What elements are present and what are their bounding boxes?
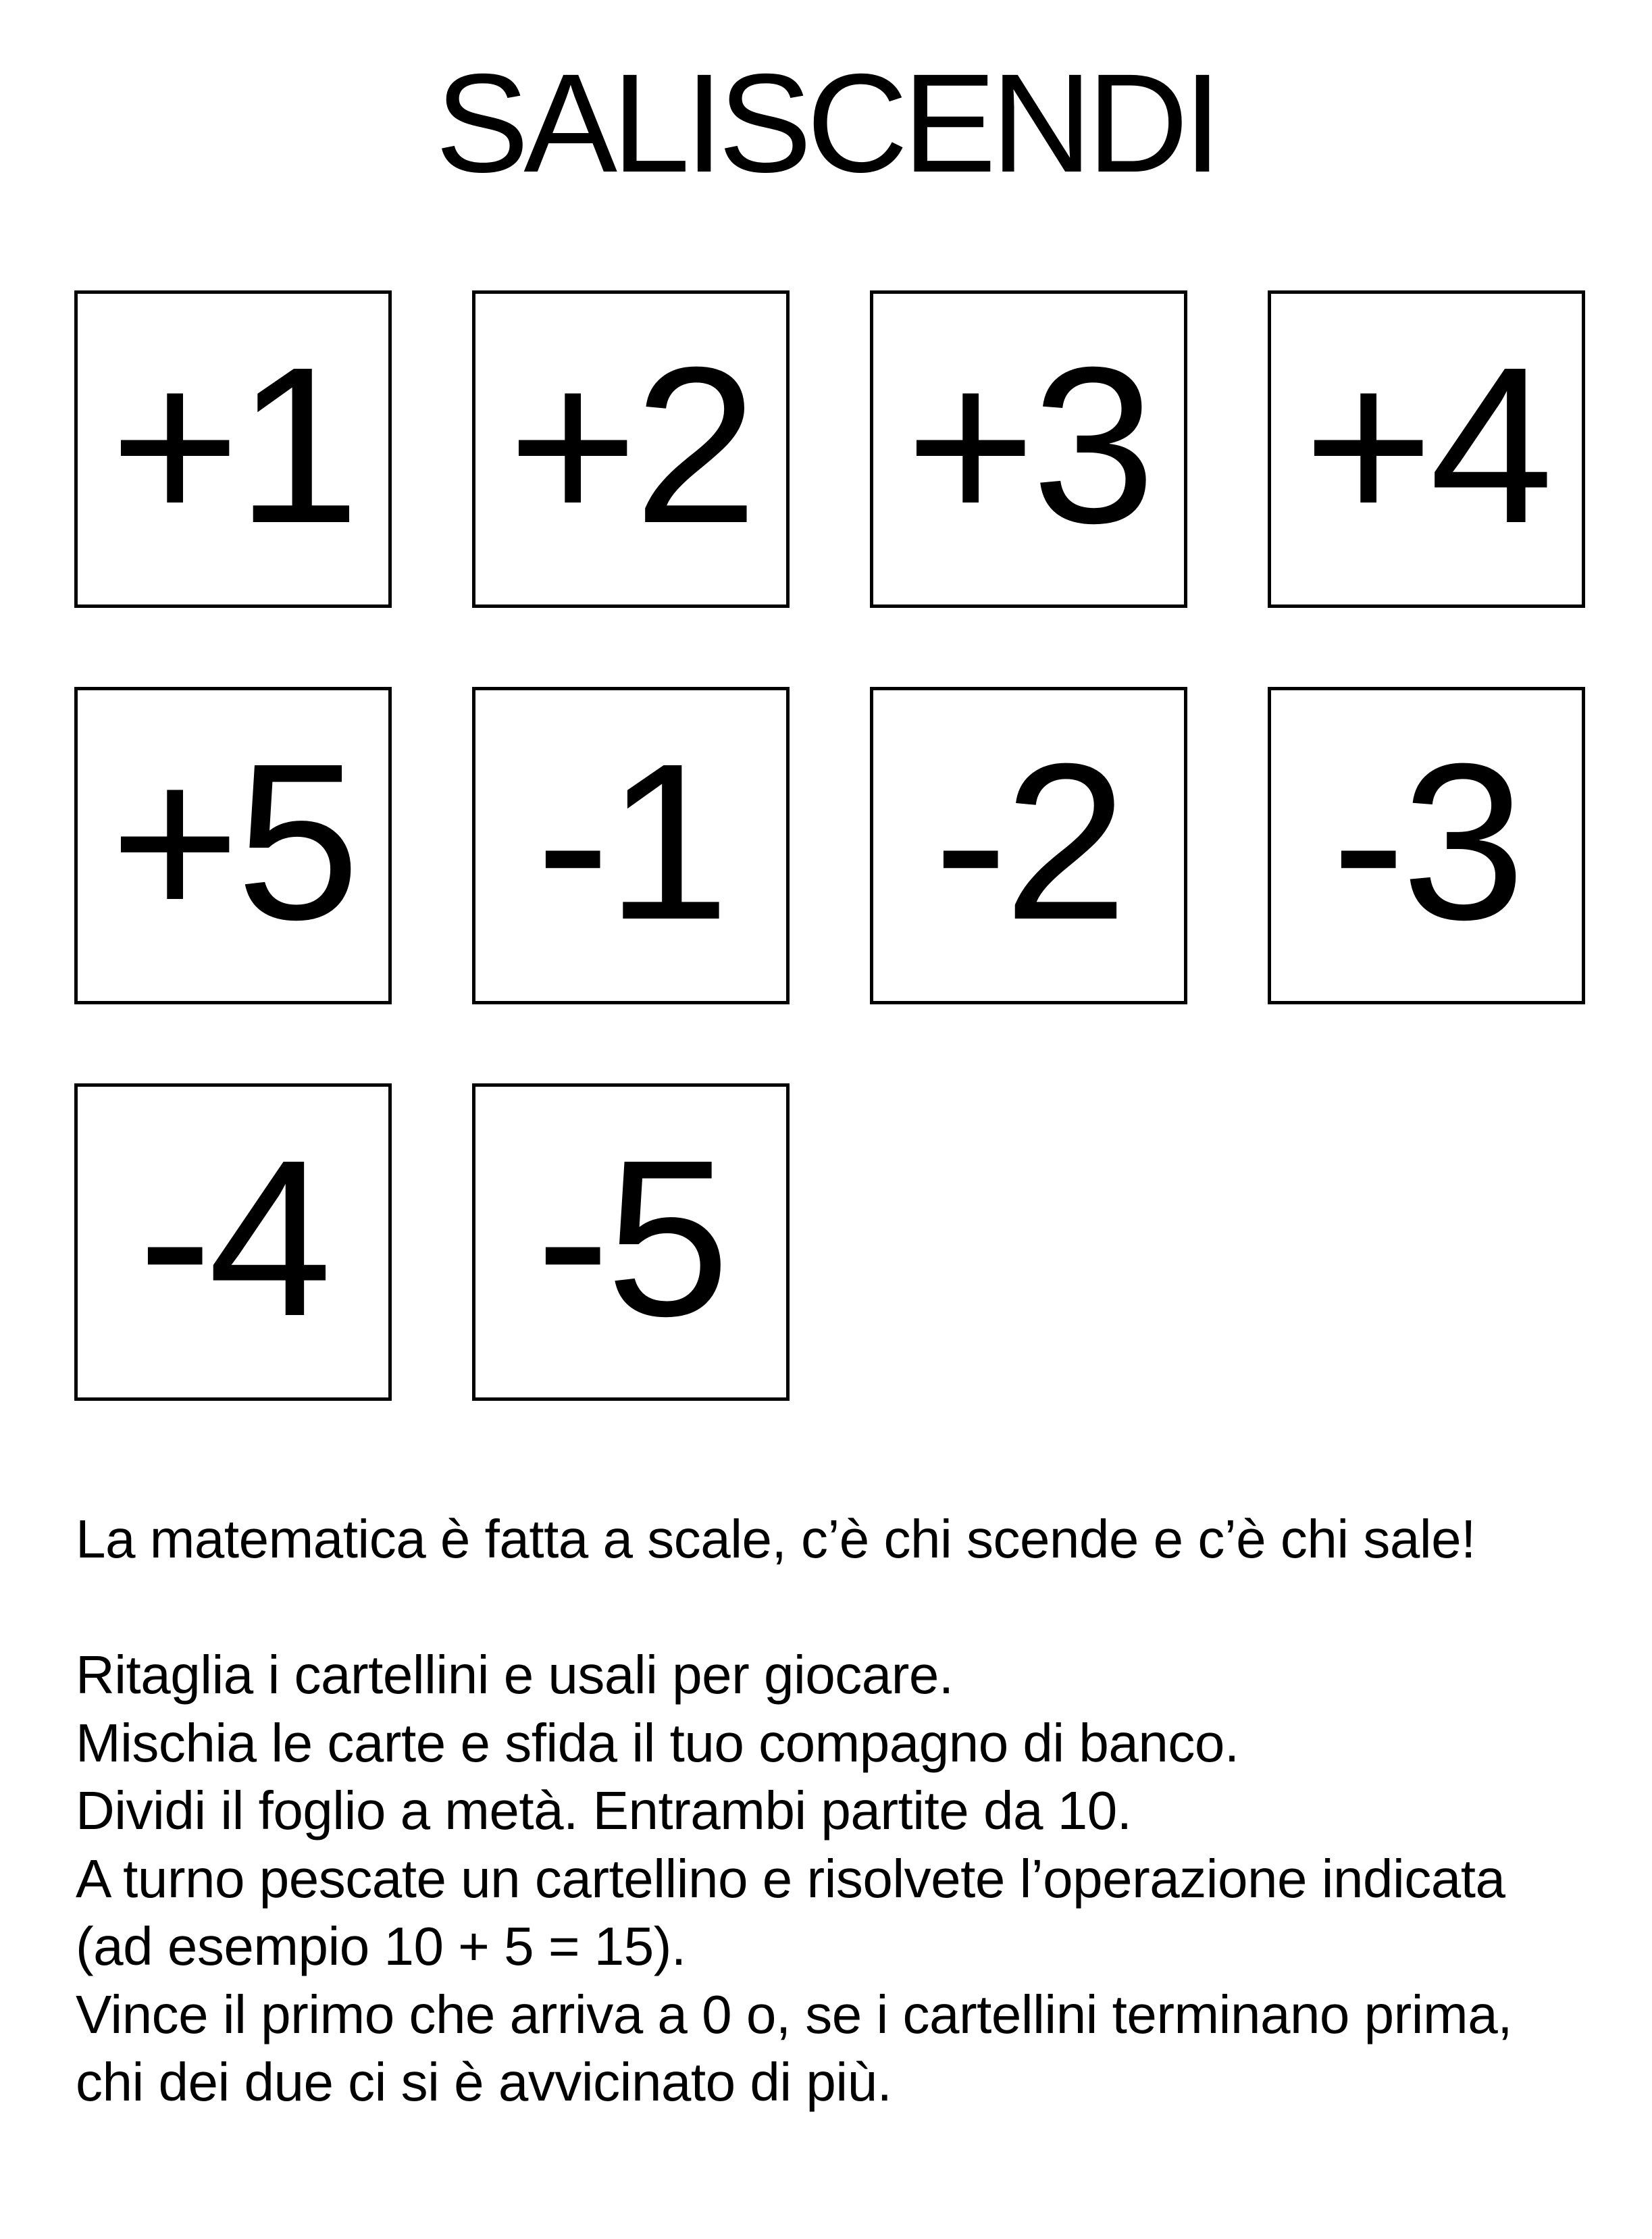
- card-operation-label: +4: [1303, 320, 1550, 569]
- card-operation-label: +2: [507, 320, 754, 569]
- operation-card: [1268, 290, 1585, 608]
- operation-card: [870, 290, 1187, 608]
- operation-card: [472, 687, 790, 1004]
- instructions-intro-line: La matematica è fatta a scale, c’è chi scende e c’è chi sale!: [76, 1509, 1476, 1569]
- instructions-line: A turno pescate un cartellino e risolvete l’operazione indicata: [76, 1848, 1505, 1909]
- operation-card: [472, 290, 790, 608]
- operation-card: [74, 687, 392, 1004]
- card-operation-label: +3: [905, 320, 1152, 569]
- operation-card: [74, 290, 392, 608]
- instructions-line: Mischia le carte e sfida il tuo compagno di banco.: [76, 1712, 1239, 1773]
- instructions-block: [76, 1505, 1512, 2117]
- instructions-lines: [76, 1641, 1512, 2117]
- operation-card: [1268, 687, 1585, 1004]
- card-operation-label: -3: [1331, 717, 1522, 966]
- card-operation-label: +5: [109, 717, 357, 966]
- operation-card: [74, 1083, 392, 1401]
- instructions-line: (ad esempio 10 + 5 = 15).: [76, 1916, 686, 1976]
- card-operation-label: -1: [536, 717, 726, 966]
- cards-grid: [74, 290, 1585, 1401]
- card-operation-label: +1: [109, 320, 357, 569]
- instructions-line: chi dei due ci si è avvicinato di più.: [76, 2052, 892, 2112]
- card-operation-label: -4: [138, 1113, 328, 1362]
- instructions-line: Ritaglia i cartellini e usali per giocare.: [76, 1645, 954, 1705]
- card-operation-label: -2: [933, 717, 1124, 966]
- operation-card: [472, 1083, 790, 1401]
- card-operation-label: -5: [536, 1113, 726, 1362]
- instructions-line: Vince il primo che arriva a 0 o, se i cartellini terminano prima,: [76, 1984, 1512, 2044]
- operation-card: [870, 687, 1187, 1004]
- instructions-line: Dividi il foglio a metà. Entrambi partite da 10.: [76, 1780, 1132, 1841]
- page-title: SALISCENDI: [435, 45, 1217, 202]
